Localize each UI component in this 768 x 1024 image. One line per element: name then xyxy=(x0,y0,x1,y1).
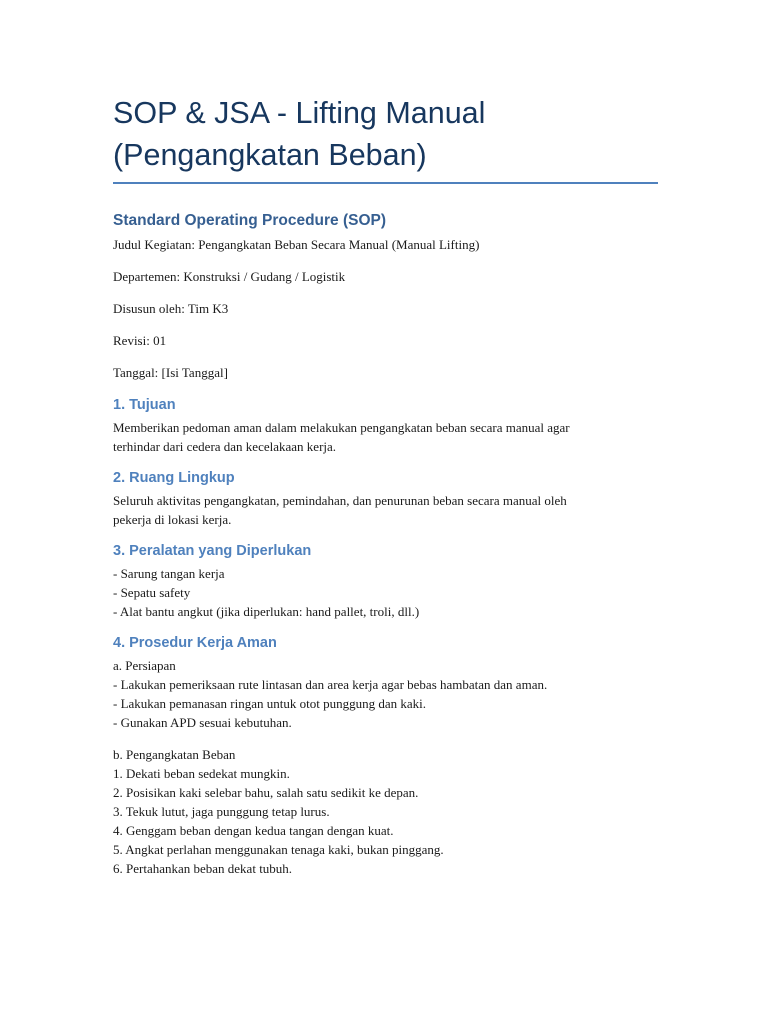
list-item: - Gunakan APD sesuai kebutuhan. xyxy=(113,715,292,730)
meta-tanggal: Tanggal: [Isi Tanggal] xyxy=(113,365,228,380)
document-title xyxy=(113,92,658,184)
list-item: - Alat bantu angkut (jika diperlukan: hand pallet, troli, dll.) xyxy=(113,604,420,619)
list-item: 5. Angkat perlahan menggunakan tenaga kaki, bukan pinggang. xyxy=(113,842,444,857)
body-line: pekerja di lokasi kerja. xyxy=(113,512,232,527)
prosedur-persiapan xyxy=(113,656,658,732)
section-heading-ruang-lingkup: 2. Ruang Lingkup xyxy=(113,470,235,486)
body-line: Seluruh aktivitas pengangkatan, pemindahan, dan penurunan beban secara manual oleh xyxy=(113,493,567,508)
sop-heading: Standard Operating Procedure (SOP) xyxy=(113,212,387,229)
section-body-tujuan xyxy=(113,418,658,456)
meta-departemen: Departemen: Konstruksi / Gudang / Logistik xyxy=(113,269,346,284)
title-line-2: (Pengangkatan Beban) xyxy=(113,138,427,172)
meta-judul-kegiatan: Judul Kegiatan: Pengangkatan Beban Secara Manual (Manual Lifting) xyxy=(113,237,480,252)
section-body-peralatan xyxy=(113,564,658,621)
list-item: 4. Genggam beban dengan kedua tangan dengan kuat. xyxy=(113,823,394,838)
document-page xyxy=(113,92,658,878)
list-item: 1. Dekati beban sedekat mungkin. xyxy=(113,766,290,781)
list-item: - Lakukan pemanasan ringan untuk otot punggung dan kaki. xyxy=(113,696,427,711)
body-line: terhindar dari cedera dan kecelakaan kerja. xyxy=(113,439,337,454)
section-heading-prosedur: 4. Prosedur Kerja Aman xyxy=(113,635,277,651)
list-item: - Sarung tangan kerja xyxy=(113,566,225,581)
title-line-1: SOP & JSA - Lifting Manual xyxy=(113,96,486,130)
meta-disusun-oleh: Disusun oleh: Tim K3 xyxy=(113,301,229,316)
meta-revisi: Revisi: 01 xyxy=(113,333,167,348)
prosedur-pengangkatan xyxy=(113,745,658,878)
list-item: 3. Tekuk lutut, jaga punggung tetap lurus. xyxy=(113,804,330,819)
body-line: Memberikan pedoman aman dalam melakukan pengangkatan beban secara manual agar xyxy=(113,420,570,435)
list-item: 6. Pertahankan beban dekat tubuh. xyxy=(113,861,293,876)
subsection-label: b. Pengangkatan Beban xyxy=(113,747,236,762)
subsection-label: a. Persiapan xyxy=(113,658,176,673)
list-item: - Lakukan pemeriksaan rute lintasan dan area kerja agar bebas hambatan dan aman. xyxy=(113,677,548,692)
list-item: - Sepatu safety xyxy=(113,585,191,600)
list-item: 2. Posisikan kaki selebar bahu, salah satu sedikit ke depan. xyxy=(113,785,419,800)
section-body-ruang-lingkup xyxy=(113,491,658,529)
section-heading-tujuan: 1. Tujuan xyxy=(113,397,176,413)
section-heading-peralatan: 3. Peralatan yang Diperlukan xyxy=(113,543,312,559)
